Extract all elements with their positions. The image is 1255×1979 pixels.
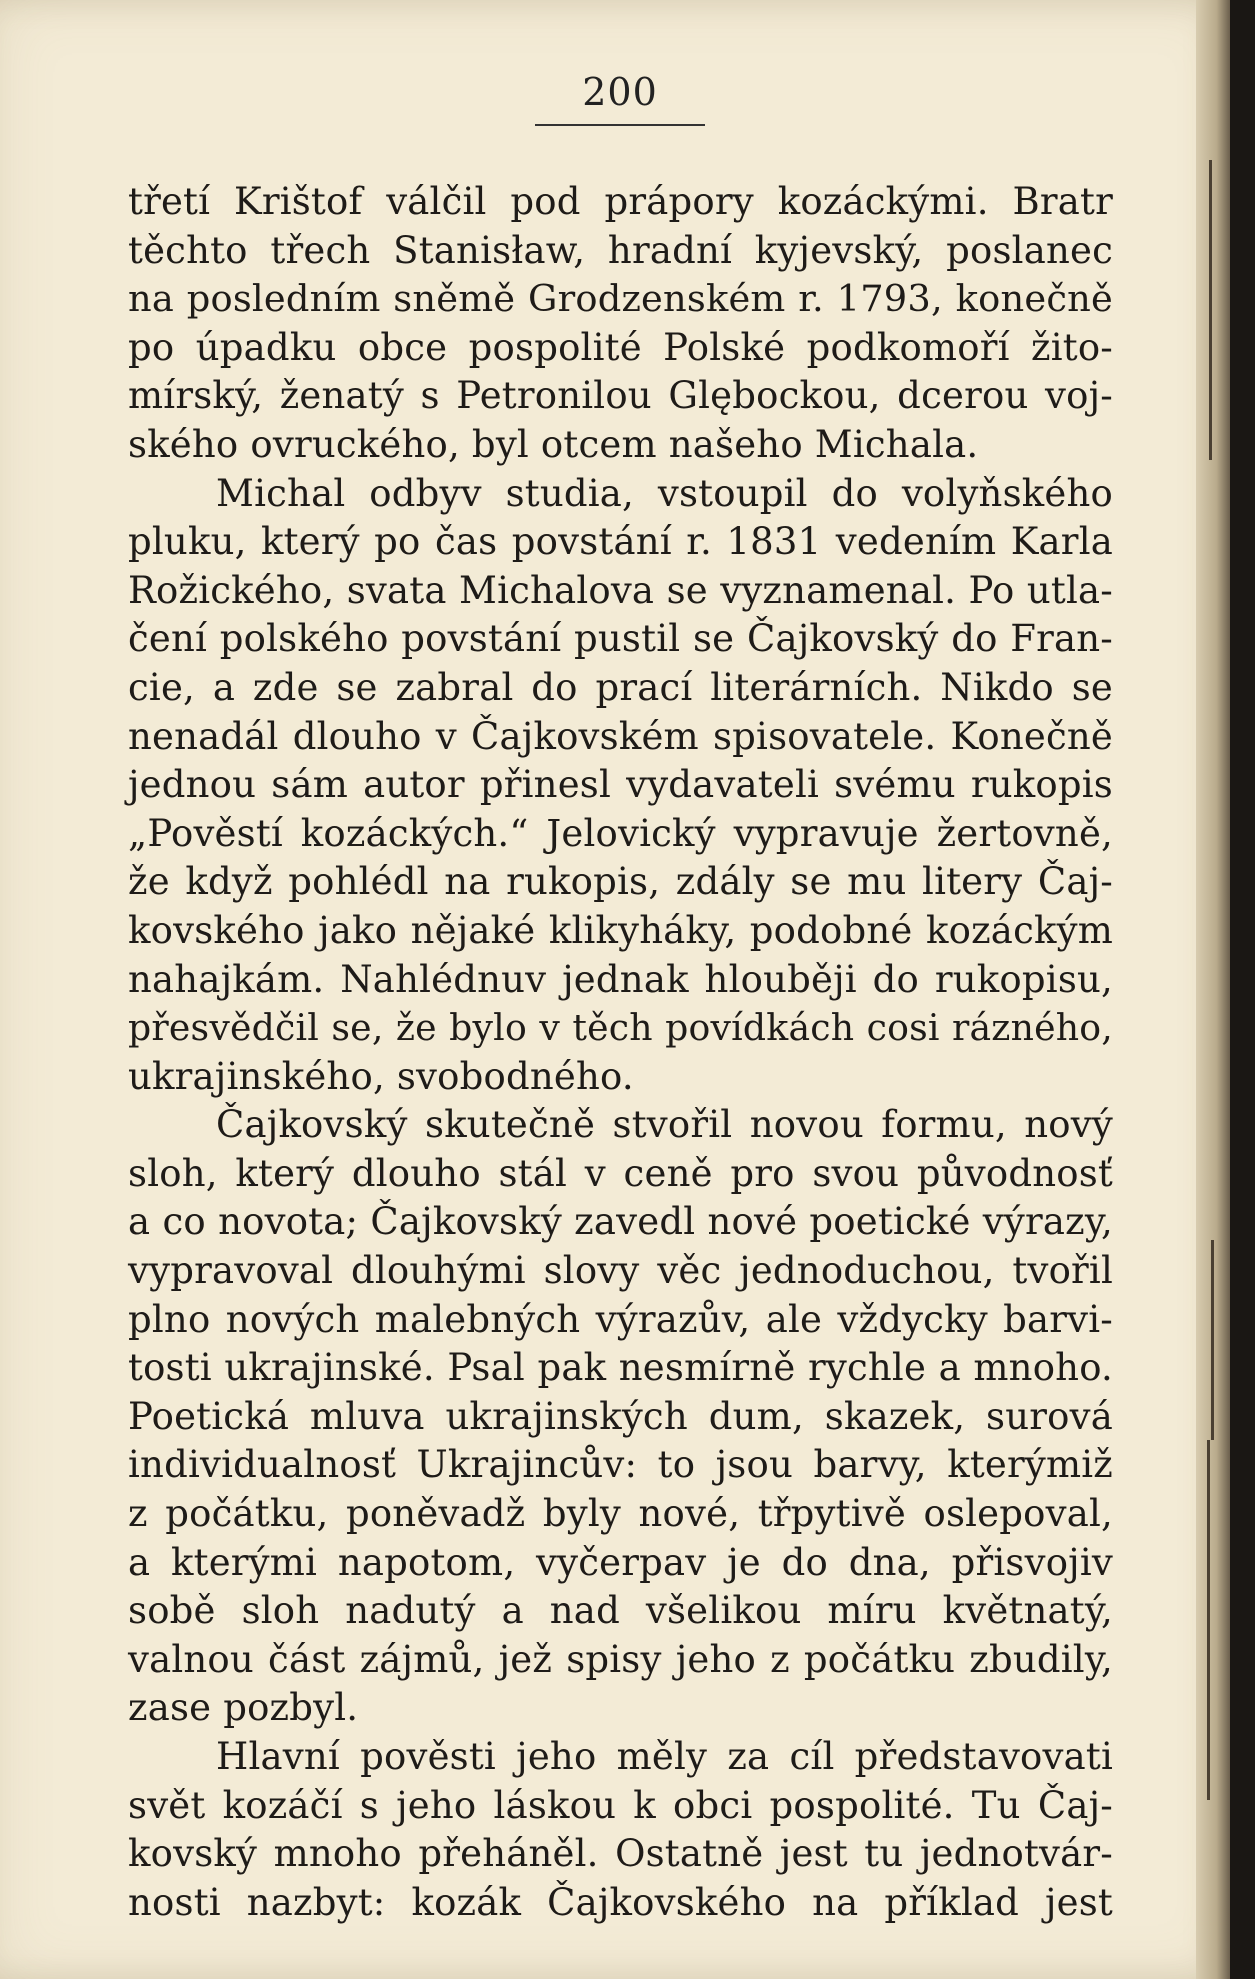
text-line: po úpadku obce pospolité Polské podkomoří žito- (128, 325, 1113, 369)
text-line: Hlavní pověsti jeho měly za cíl představovati (216, 1735, 1113, 1778)
page-binding-edge (1196, 0, 1230, 1979)
text-line: sloh, který dlouho stál v ceně pro svou původnosť (128, 1151, 1113, 1195)
text-line: těchto třech Stanisław, hradní kyjevský, poslanec (128, 228, 1113, 272)
text-line: a kterými napotom, vyčerpav je do dna, přisvojiv (128, 1540, 1113, 1584)
text-line: Čajkovský skutečně stvořil novou formu, nový (216, 1103, 1113, 1147)
text-line: nosti nazbyt: kozák Čajkovského na příklad jest (128, 1880, 1113, 1924)
text-line: tosti ukrajinské. Psal pak nesmírně rychle a mnoho. (128, 1346, 1113, 1390)
text-line: ukrajinského, svobodného. (128, 1054, 634, 1098)
text-line: „Pověstí kozáckých.“ Jelovický vypravuje žertovně, (128, 811, 1113, 855)
text-line: třetí Krištof válčil pod prápory kozáckými. Bratr (128, 180, 1113, 223)
text-line: z počátku, poněvadž byly nové, třpytivě oslepoval, (128, 1492, 1113, 1536)
text-line: kovský mnoho přeháněl. Ostatně jest tu jednotvár- (128, 1832, 1113, 1876)
text-line: mírský, ženatý s Petronilou Glębockou, dcerou voj- (128, 374, 1113, 418)
text-line: nahajkám. Nahlédnuv jednak hlouběji do rukopisu, (128, 957, 1113, 1001)
text-line: Poetická mluva ukrajinských dum, skazek, surová (128, 1394, 1113, 1438)
page-header (530, 70, 710, 126)
binding-mark (1211, 1240, 1214, 1440)
text-line: sobě sloh nadutý a nad všelikou míru květnatý, (128, 1589, 1113, 1633)
body-text (128, 178, 1113, 1927)
binding-mark (1207, 1440, 1210, 1800)
text-line: individualnosť Ukrajincův: to jsou barvy, kterýmiž (128, 1443, 1113, 1487)
page-number-rule (535, 124, 705, 126)
page-number: 200 (582, 70, 658, 114)
text-line: čení polského povstání pustil se Čajkovský do Fran- (128, 617, 1113, 661)
text-line: vypravoval dlouhými slovy věc jednoduchou, tvořil (128, 1249, 1113, 1293)
text-line: ského ovruckého, byl otcem našeho Michala. (128, 422, 979, 466)
text-line: nenadál dlouho v Čajkovském spisovatele. Konečně (128, 714, 1113, 758)
text-line: přesvědčil se, že bylo v těch povídkách cosi rázného, (128, 1006, 1113, 1050)
text-line: jednou sám autor přinesl vydavateli svému rukopis (128, 763, 1113, 807)
text-line: Rožického, svata Michalova se vyznamenal. Po utla- (128, 568, 1113, 612)
text-line: zase pozbyl. (128, 1686, 359, 1730)
text-line: a co novota; Čajkovský zavedl nové poetické výrazy, (128, 1200, 1113, 1244)
text-line: valnou část zájmů, jež spisy jeho z počátku zbudily, (128, 1637, 1113, 1681)
text-line: plno nových malebných výrazův, ale vždycky barvi- (128, 1297, 1113, 1341)
text-line: Michal odbyv studia, vstoupil do volyňského (216, 471, 1113, 515)
text-line: cie, a zde se zabral do prací literárních. Nikdo se (128, 665, 1113, 709)
text-line: kovského jako nějaké klikyháky, podobné kozáckým (128, 908, 1113, 952)
binding-mark (1209, 160, 1212, 460)
text-line: pluku, který po čas povstání r. 1831 vedením Karla (128, 520, 1113, 564)
text-line: svět kozáčí s jeho láskou k obci pospolité. Tu Čaj- (128, 1783, 1113, 1827)
text-line: na posledním sněmě Grodzenském r. 1793, konečně (128, 277, 1113, 321)
text-line: že když pohlédl na rukopis, zdály se mu litery Čaj- (128, 860, 1113, 904)
